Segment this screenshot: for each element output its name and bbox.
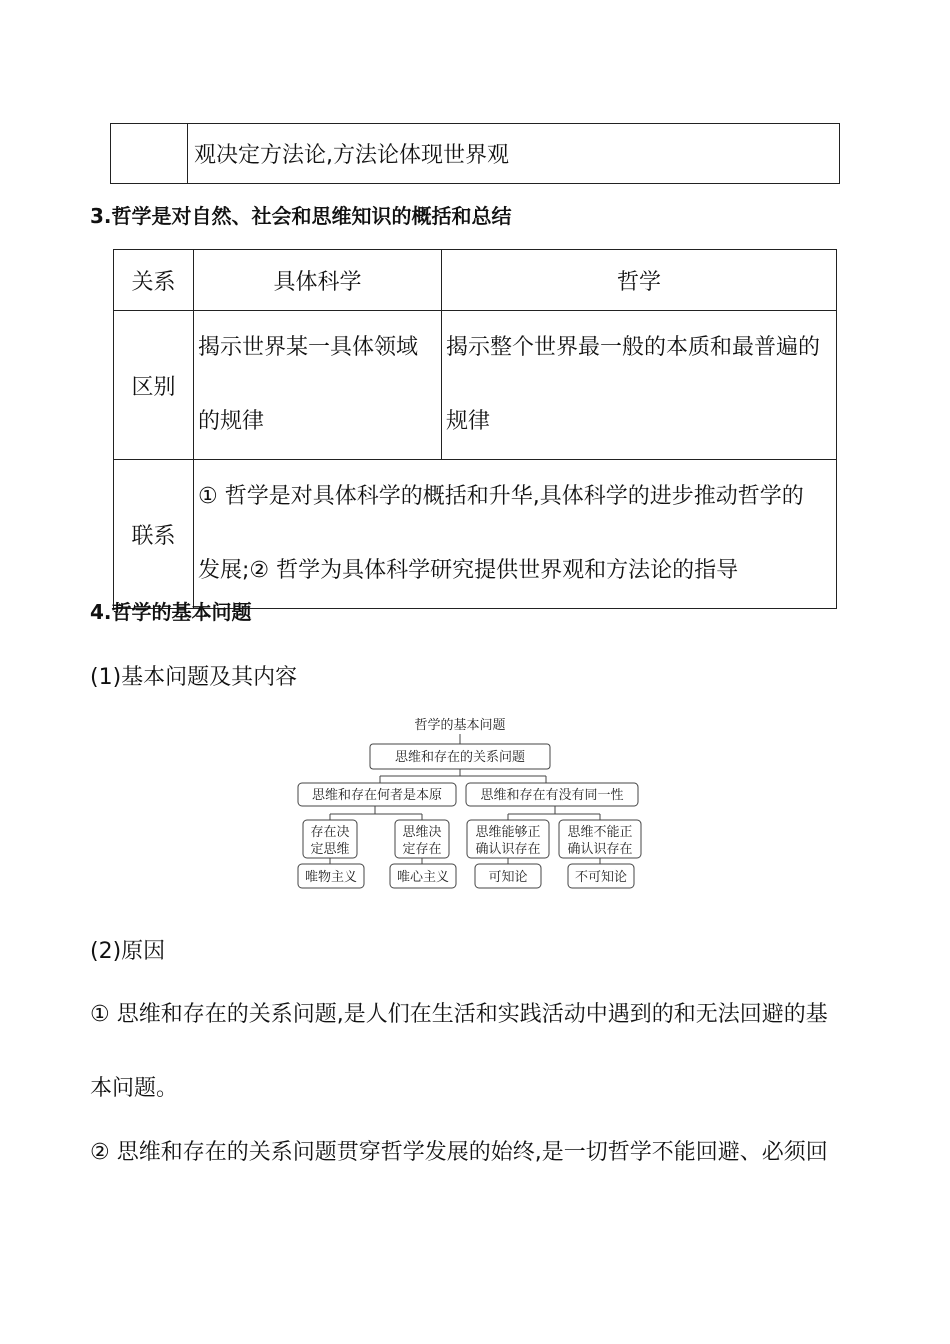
- leaf-line: 思维不能正: [567, 825, 633, 840]
- left-branch-label: 思维和存在何者是本原: [311, 788, 443, 803]
- cell-science-difference: [194, 311, 442, 460]
- root-label: 思维和存在的关系问题: [394, 750, 526, 765]
- cell-line: 的规律: [198, 409, 265, 434]
- diagram-title: 哲学的基本问题: [414, 718, 506, 733]
- header-philosophy: 哲学: [442, 250, 837, 311]
- reason-1-line-2: 本问题。: [90, 1076, 179, 1101]
- subheading-2: (2)原因: [90, 939, 166, 964]
- leaf-line: 思维能够正: [475, 825, 541, 840]
- cell-line: 发展;② 哲学为具体科学研究提供世界观和方法论的指导: [198, 558, 739, 583]
- result-label: 不可知论: [574, 870, 628, 885]
- section-3-heading: 3.哲学是对自然、社会和思维知识的概括和总结: [90, 204, 512, 228]
- empty-cell: [111, 124, 188, 184]
- result-label: 唯物主义: [304, 870, 358, 885]
- table-cell-text: 观决定方法论,方法论体现世界观: [188, 124, 840, 184]
- subheading-1: (1)基本问题及其内容: [90, 665, 298, 690]
- cell-connection: [194, 460, 837, 609]
- cell-line: 揭示整个世界最一般的本质和最普遍的: [446, 335, 821, 360]
- basic-question-diagram: [290, 712, 660, 897]
- continuation-table: [110, 123, 840, 184]
- row-label-connection: 联系: [114, 460, 194, 609]
- leaf-line: 定思维: [310, 842, 350, 857]
- header-science: 具体科学: [194, 250, 442, 311]
- leaf-line: 确认识存在: [567, 842, 633, 857]
- leaf-line: 定存在: [402, 842, 442, 857]
- cell-line: 规律: [446, 409, 491, 434]
- section-4-heading: 4.哲学的基本问题: [90, 600, 252, 624]
- cell-line: 揭示世界某一具体领域: [198, 335, 419, 360]
- leaf-line: 存在决: [310, 825, 350, 840]
- comparison-table: [113, 249, 837, 609]
- diagram-svg: [290, 712, 660, 897]
- leaf-line: 思维决: [402, 825, 442, 840]
- leaf-line: 确认识存在: [475, 842, 541, 857]
- reason-1-line-1: ① 思维和存在的关系问题,是人们在生活和实践活动中遇到的和无法回避的基: [90, 1002, 828, 1027]
- result-label: 可知论: [488, 870, 528, 885]
- reason-2-line-1: ② 思维和存在的关系问题贯穿哲学发展的始终,是一切哲学不能回避、必须回: [90, 1140, 828, 1165]
- cell-philosophy-difference: [442, 311, 837, 460]
- right-branch-label: 思维和存在有没有同一性: [480, 788, 624, 803]
- result-label: 唯心主义: [396, 870, 450, 885]
- cell-line: ① 哲学是对具体科学的概括和升华,具体科学的进步推动哲学的: [198, 484, 804, 509]
- header-relation: 关系: [114, 250, 194, 311]
- row-label-difference: 区别: [114, 311, 194, 460]
